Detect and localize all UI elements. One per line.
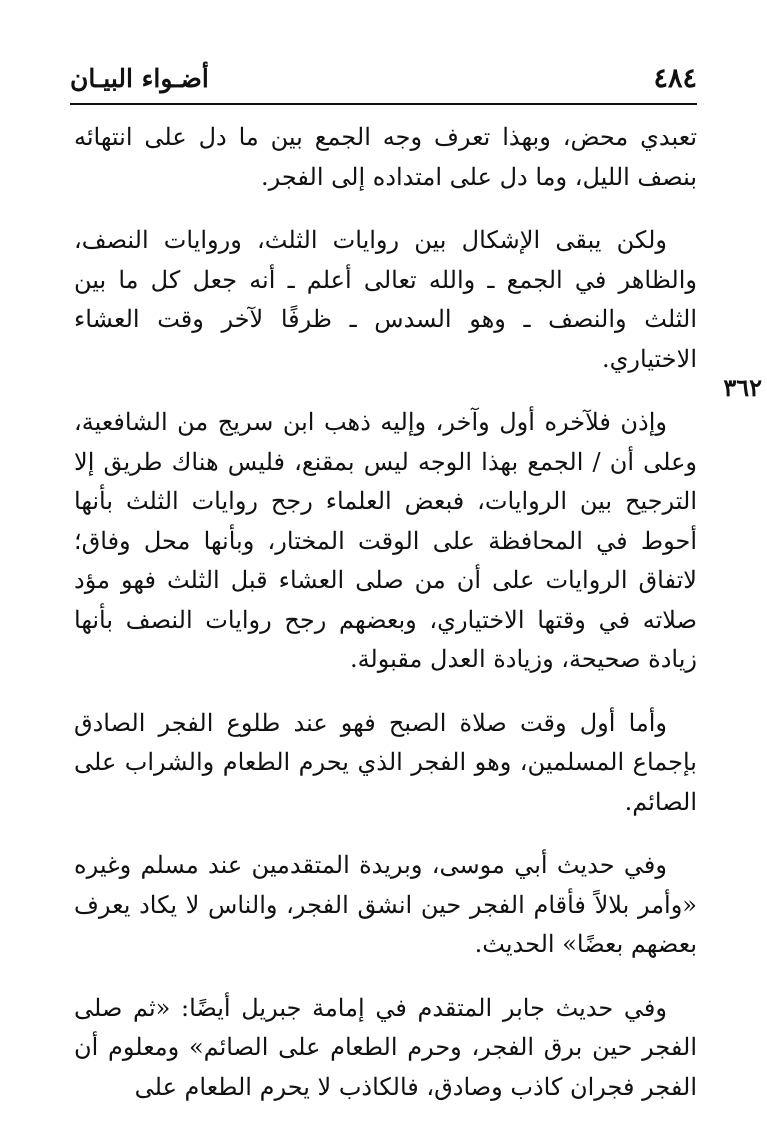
running-title: أضـواء البيـان <box>70 64 209 93</box>
paragraph-6: وفي حديث جابر المتقدم في إمامة جبريل أيضًا: «ثم صلى الفجر حين برق الفجر، وحرم الطعام على الصائم» ومعلوم أن الفجر فجران كاذب وصادق، فالكاذب لا يحرم الطعام على <box>74 993 697 1101</box>
page-number: ٤٨٤ <box>653 63 697 94</box>
page-header <box>70 62 697 102</box>
paragraph-1: تعبدي محض، وبهذا تعرف وجه الجمع بين ما دل على انتهائه بنصف الليل، وما دل على امتداده إلى الفجر. <box>74 123 697 191</box>
header-rule <box>70 103 697 105</box>
paragraph-3: وإذن فلآخره أول وآخر، وإليه ذهب ابن سريج من الشافعية، وعلى أن / الجمع بهذا الوجه ليس بمقنع، فليس هناك طريق إلا الترجيح بين الروايات، فبعض العلماء رجح روايات الثلث بأنها أحوط في المحافظة على الوقت المختار، وبأنها محل وفاق؛ لاتفاق الروايات على أن من صلى العشاء قبل الثلث فهو مؤد صلاته في وقتها الاختياري، وبعضهم رجح روايات النصف بأنها زيادة صحيحة، وزيادة العدل مقبولة. <box>74 408 697 673</box>
paragraph-4: وأما أول وقت صلاة الصبح فهو عند طلوع الفجر الصادق بإجماع المسلمين، وهو الفجر الذي يحرم الطعام والشراب على الصائم. <box>74 708 697 816</box>
paragraph-5: وفي حديث أبي موسى، وبريدة المتقدمين عند مسلم وغيره «وأمر بلالاً فأقام الفجر حين انشق الفجر، والناس لا يكاد يعرف بعضهم بعضًا» الحديث. <box>74 851 697 958</box>
margin-page-reference: ٣٦٢ <box>723 373 762 402</box>
paragraph-2: ولكن يبقى الإشكال بين روايات الثلث، وروايات النصف، والظاهر في الجمع ـ والله تعالى أعلم ـ أنه جعل كل ما بين الثلث والنصف ـ وهو السدس ـ ظرفًا لآخر وقت العشاء الاختياري. <box>74 226 697 373</box>
body-text <box>74 118 697 1131</box>
